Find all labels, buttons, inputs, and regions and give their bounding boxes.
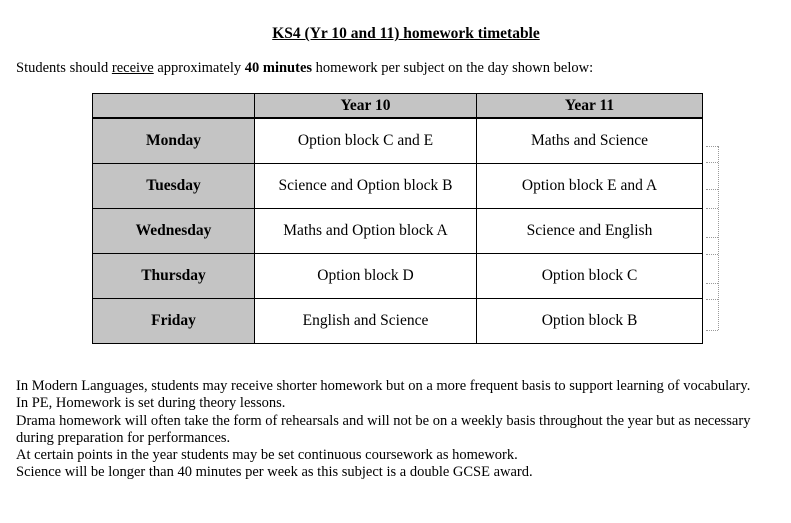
year11-cell: Option block E and A: [477, 164, 703, 209]
table-row: [93, 164, 703, 209]
intro-paragraph: [16, 60, 593, 77]
year10-cell: Option block C and E: [255, 118, 477, 164]
year10-cell: Science and Option block B: [255, 164, 477, 209]
row-day-label: Tuesday: [93, 164, 255, 209]
note-line: Drama homework will often take the form of rehearsals and will not be on a weekly basis throughout the year but as necessary: [16, 412, 751, 429]
column-header-year10: Year 10: [255, 94, 477, 119]
row-day-label: Thursday: [93, 254, 255, 299]
intro-text-1: Students should: [16, 60, 112, 76]
intro-text-3: homework per subject on the day shown below:: [312, 60, 594, 76]
note-line: In PE, Homework is set during theory lessons.: [16, 395, 286, 412]
table-corner-cell: [93, 94, 255, 119]
year11-cell: Option block B: [477, 299, 703, 344]
year11-cell: Science and English: [477, 209, 703, 254]
layout-guide-tick: [706, 330, 718, 331]
homework-timetable: [92, 93, 703, 344]
layout-guide-tick: [706, 254, 718, 255]
year10-cell: Option block D: [255, 254, 477, 299]
notes-section: [16, 378, 750, 482]
intro-bold-duration: 40 minutes: [244, 60, 313, 76]
note-line: during preparation for performances.: [16, 429, 231, 446]
note-line: Science will be longer than 40 minutes per week as this subject is a double GCSE award.: [16, 464, 533, 481]
layout-guide-tick: [706, 237, 718, 238]
table-row: [93, 118, 703, 164]
year10-cell: Maths and Option block A: [255, 209, 477, 254]
row-day-label: Monday: [93, 118, 255, 164]
table-layout-guides: [706, 146, 719, 330]
year10-cell: English and Science: [255, 299, 477, 344]
table-row: [93, 254, 703, 299]
row-day-label: Friday: [93, 299, 255, 344]
row-day-label: Wednesday: [93, 209, 255, 254]
intro-text-2: approximately: [153, 60, 245, 76]
intro-underlined-word: receive: [111, 60, 154, 76]
layout-guide-tick: [706, 283, 718, 284]
column-header-year11: Year 11: [477, 94, 703, 119]
layout-guide-tick: [706, 208, 718, 209]
document-title: KS4 (Yr 10 and 11) homework timetable: [272, 25, 540, 42]
layout-guide-tick: [706, 189, 718, 190]
year11-cell: Option block C: [477, 254, 703, 299]
layout-guide-tick: [706, 299, 718, 300]
year11-cell: Maths and Science: [477, 118, 703, 164]
table-row: [93, 209, 703, 254]
note-line: In Modern Languages, students may receive shorter homework but on a more frequent basis to support learning of vocabulary.: [16, 378, 751, 394]
layout-guide-tick: [706, 146, 718, 147]
table-header-row: [93, 94, 703, 119]
note-line: At certain points in the year students may be set continuous coursework as homework.: [16, 447, 518, 464]
table-row: [93, 299, 703, 344]
layout-guide-tick: [706, 162, 718, 163]
